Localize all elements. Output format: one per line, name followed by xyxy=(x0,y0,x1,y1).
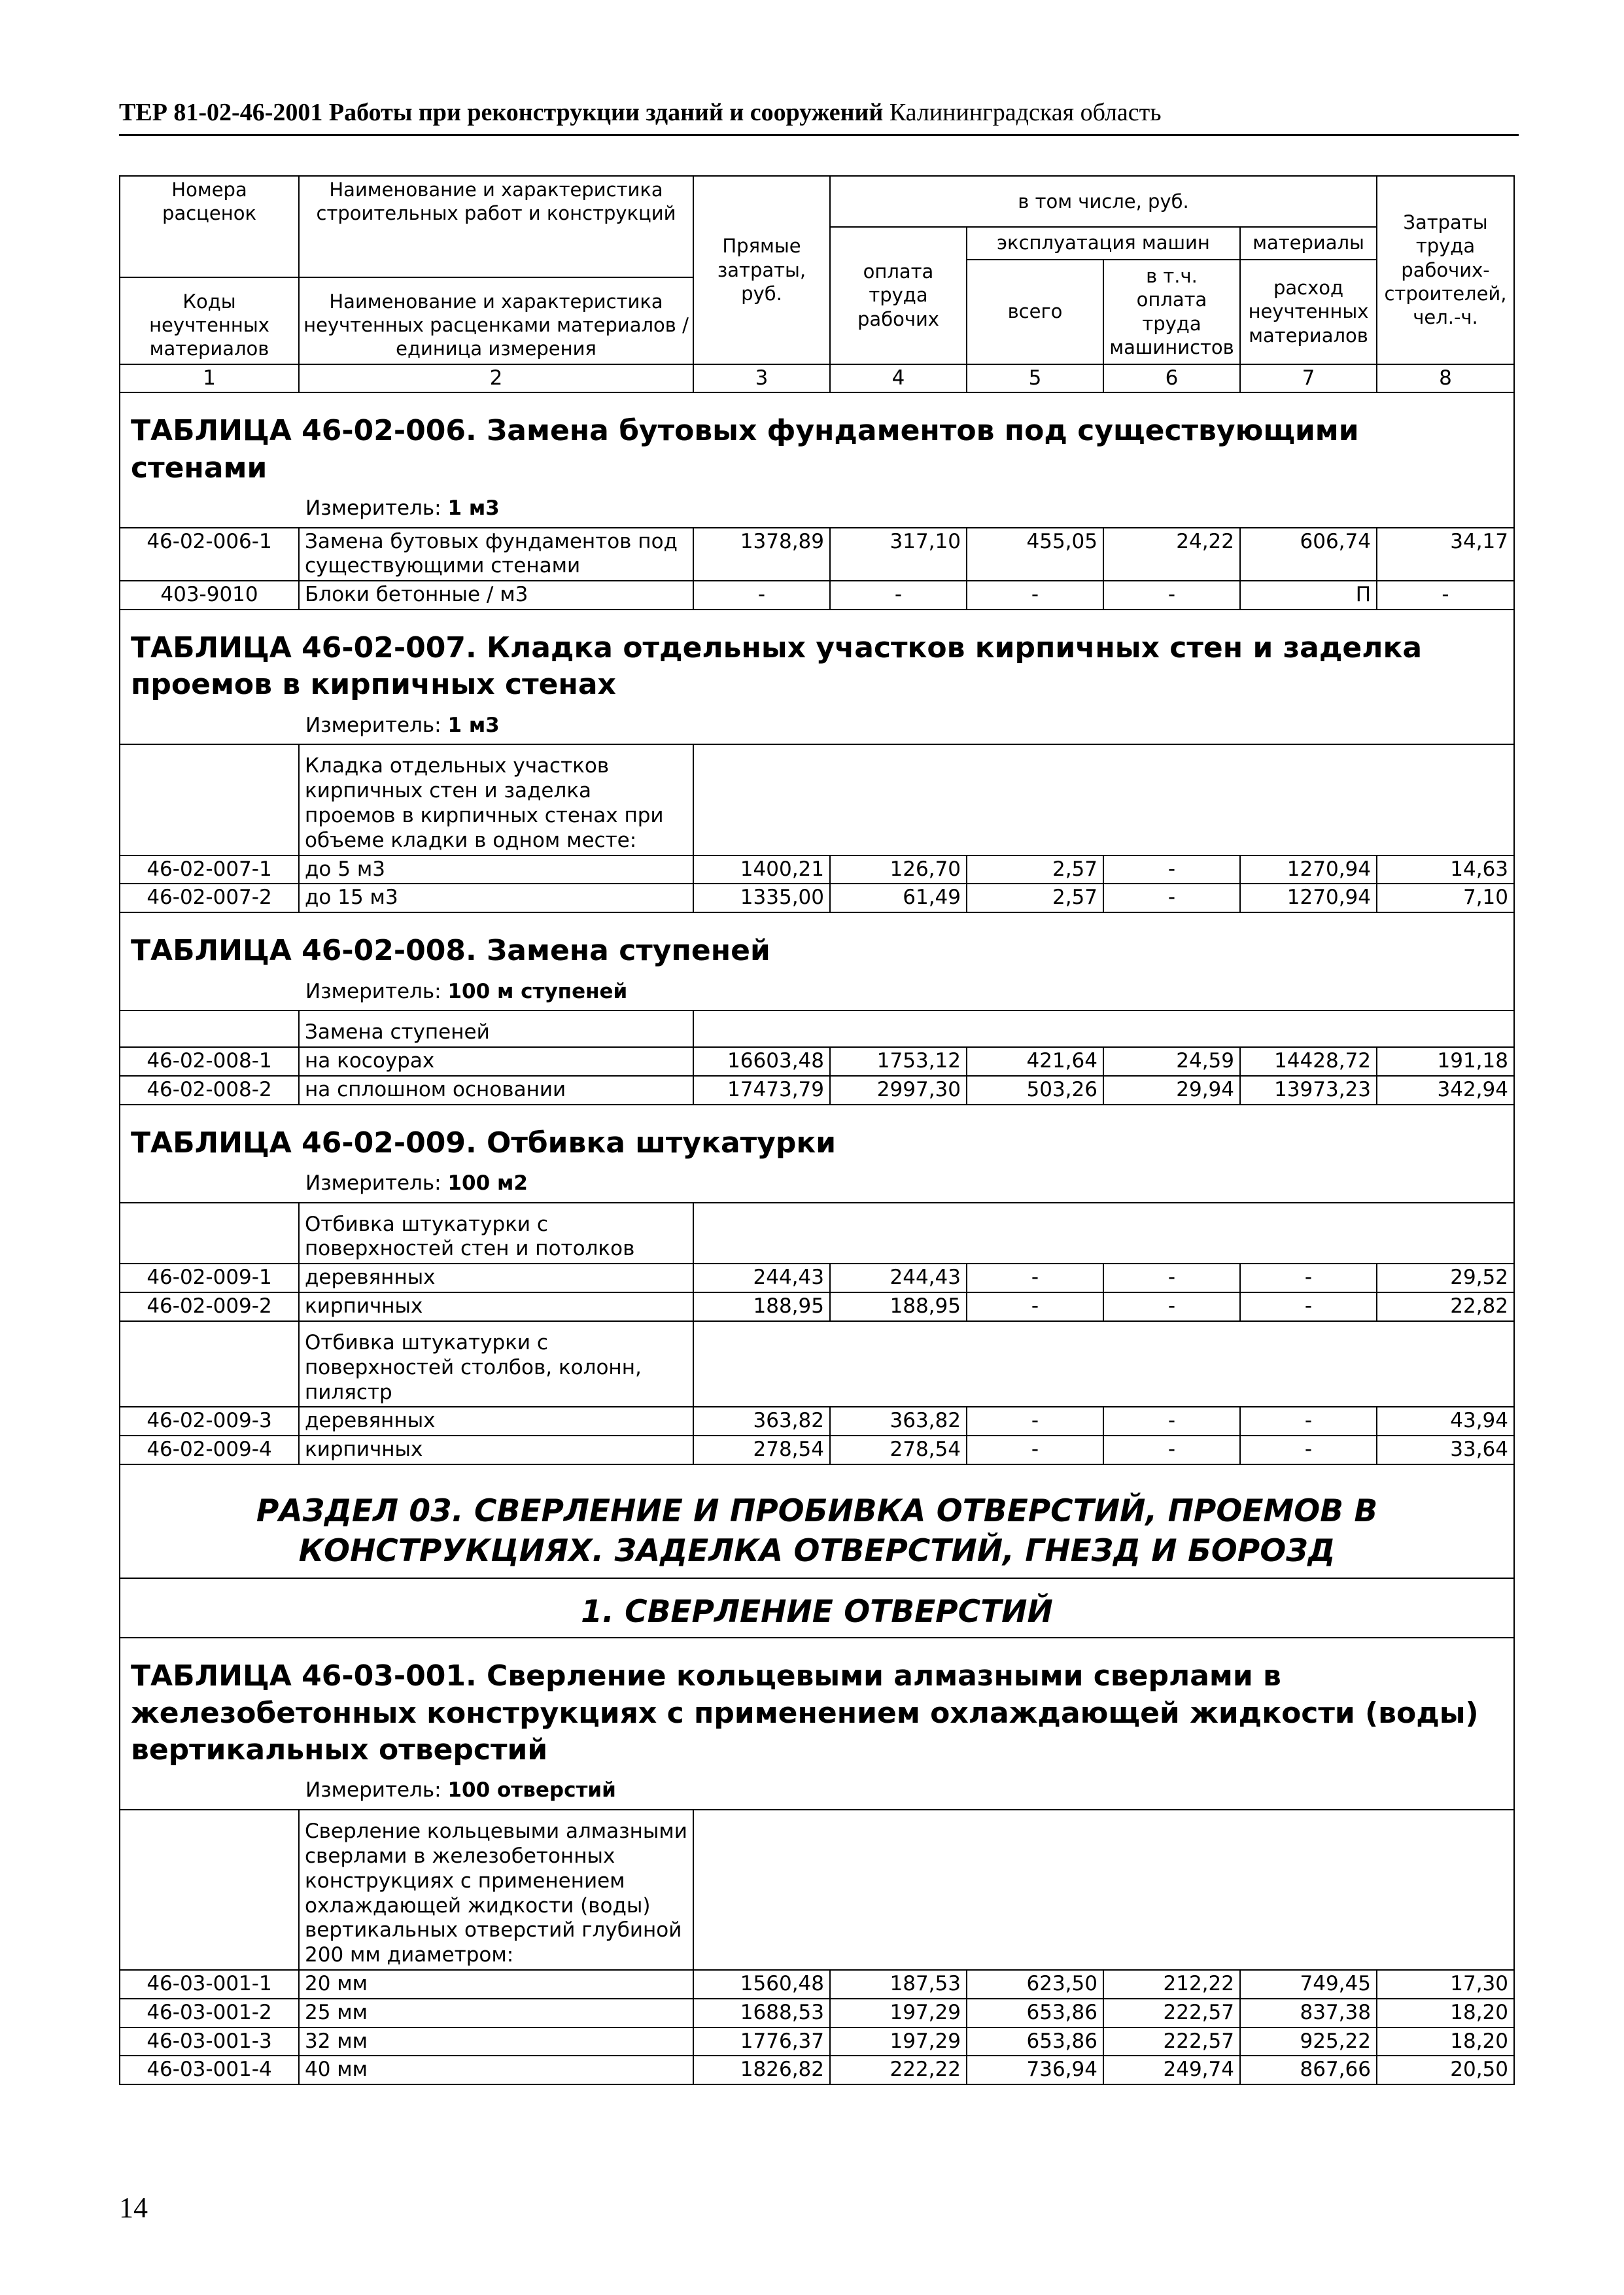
table-section-title xyxy=(120,1638,1514,1810)
value-c8: 14,63 xyxy=(1377,855,1514,884)
col2-head-a: Наименование и характеристика строительных работ и конструкций xyxy=(299,176,693,227)
meter-label: Измеритель: xyxy=(305,496,441,520)
rate-code: 46-03-001-3 xyxy=(120,2028,299,2056)
work-name: до 15 м3 xyxy=(299,884,693,912)
table-row xyxy=(120,855,1514,884)
value-c3: 1335,00 xyxy=(693,884,830,912)
rate-code: 46-03-001-4 xyxy=(120,2056,299,2084)
table-title: ТАБЛИЦА 46-02-009. Отбивка штукатурки xyxy=(131,1126,837,1160)
code-cell-empty xyxy=(120,1010,299,1047)
value-c7: 925,22 xyxy=(1240,2028,1377,2056)
rate-code: 46-02-009-4 xyxy=(120,1436,299,1464)
value-c6: 29,94 xyxy=(1103,1076,1240,1105)
description: Сверление кольцевыми алмазными сверлами в железобетонных конструкциях с применением охлаждающей жидкости (воды) вертикальных отверстий глубиной 200 мм диаметром: xyxy=(299,1810,693,1970)
value-c4: 2997,30 xyxy=(830,1076,967,1105)
meter xyxy=(131,713,1503,739)
col7-head: расход неучтенных материалов xyxy=(1240,260,1377,364)
col1-head-b: Коды неучтенных материалов xyxy=(120,277,298,364)
value-c8: 342,94 xyxy=(1377,1076,1514,1105)
value-c7: 14428,72 xyxy=(1240,1047,1377,1076)
value-c3: 363,82 xyxy=(693,1407,830,1436)
meter-label: Измеритель: xyxy=(305,1778,441,1803)
incl-head: в том числе, руб. xyxy=(830,176,1377,227)
col4-head: оплата труда рабочих xyxy=(830,227,967,364)
value-c6: 24,22 xyxy=(1103,528,1240,581)
code-cell-empty xyxy=(120,744,299,855)
meter xyxy=(131,1171,1503,1197)
value-c6: 212,22 xyxy=(1103,1970,1240,1999)
rate-code: 46-02-009-3 xyxy=(120,1407,299,1436)
value-c6: - xyxy=(1103,1407,1240,1436)
col8-head: Затраты труда рабочих-строителей, чел.-ч. xyxy=(1377,176,1514,364)
rate-code: 46-02-007-1 xyxy=(120,855,299,884)
value-c4: 126,70 xyxy=(830,855,967,884)
meter xyxy=(131,496,1503,522)
column-number-row xyxy=(120,364,1514,393)
table-title: ТАБЛИЦА 46-02-008. Замена ступеней xyxy=(131,934,770,968)
empty-cells xyxy=(693,1810,1514,1970)
work-name: 32 мм xyxy=(299,2028,693,2056)
table-row xyxy=(120,1076,1514,1105)
column-number: 3 xyxy=(693,364,830,393)
description: Замена ступеней xyxy=(299,1010,693,1047)
value-c5: 653,86 xyxy=(967,2028,1103,2056)
value-c4: 188,95 xyxy=(830,1292,967,1321)
value-c4: 1753,12 xyxy=(830,1047,967,1076)
value-c7: - xyxy=(1240,1292,1377,1321)
value-c3: 1378,89 xyxy=(693,528,830,581)
header-rule xyxy=(119,134,1519,136)
col2-head-b-cell xyxy=(299,227,693,364)
value-c6: - xyxy=(1103,884,1240,912)
col1-head-a: Номера расценок xyxy=(120,176,299,227)
meter-unit: 100 м ступеней xyxy=(447,979,628,1003)
value-c7: П xyxy=(1240,581,1377,610)
work-name: деревянных xyxy=(299,1407,693,1436)
value-c5: - xyxy=(967,581,1103,610)
value-c7: 749,45 xyxy=(1240,1970,1377,1999)
value-c5: 2,57 xyxy=(967,884,1103,912)
meter-unit: 1 м3 xyxy=(447,713,500,737)
value-c6: - xyxy=(1103,1264,1240,1292)
work-name: на сплошном основании xyxy=(299,1076,693,1105)
value-c7: 606,74 xyxy=(1240,528,1377,581)
value-c3: 1400,21 xyxy=(693,855,830,884)
value-c3: 1560,48 xyxy=(693,1970,830,1999)
value-c4: 61,49 xyxy=(830,884,967,912)
meter-label: Измеритель: xyxy=(305,979,441,1003)
value-c5: - xyxy=(967,1264,1103,1292)
meter xyxy=(131,979,1503,1005)
machines-head: эксплуатация машин xyxy=(967,227,1240,260)
table-row xyxy=(120,1264,1514,1292)
empty-cells xyxy=(693,744,1514,855)
value-c5: 455,05 xyxy=(967,528,1103,581)
column-number: 6 xyxy=(1103,364,1240,393)
table-row xyxy=(120,1407,1514,1436)
value-c6: - xyxy=(1103,855,1240,884)
work-name: 40 мм xyxy=(299,2056,693,2084)
value-c8: 17,30 xyxy=(1377,1970,1514,1999)
description: Отбивка штукатурки с поверхностей столбов, колонн, пилястр xyxy=(299,1321,693,1407)
table-row xyxy=(120,1436,1514,1464)
rate-code: 46-02-009-2 xyxy=(120,1292,299,1321)
empty-cells xyxy=(693,1203,1514,1264)
value-c5: 503,26 xyxy=(967,1076,1103,1105)
empty-cells xyxy=(693,1010,1514,1047)
table-title: ТАБЛИЦА 46-02-007. Кладка отдельных участков кирпичных стен и заделка проемов в кирпичных стенах xyxy=(131,631,1423,702)
value-c5: - xyxy=(967,1292,1103,1321)
col6-head: в т.ч. оплата труда машинистов xyxy=(1103,260,1240,364)
value-c4: 317,10 xyxy=(830,528,967,581)
value-c6: - xyxy=(1103,1292,1240,1321)
value-c5: 736,94 xyxy=(967,2056,1103,2084)
meter-label: Измеритель: xyxy=(305,1171,441,1195)
value-c3: 188,95 xyxy=(693,1292,830,1321)
table-row xyxy=(120,1970,1514,1999)
value-c4: 187,53 xyxy=(830,1970,967,1999)
value-c5: - xyxy=(967,1436,1103,1464)
value-c3: 278,54 xyxy=(693,1436,830,1464)
table-row xyxy=(120,581,1514,610)
value-c6: - xyxy=(1103,1436,1240,1464)
meter xyxy=(131,1778,1503,1804)
value-c4: 278,54 xyxy=(830,1436,967,1464)
header-title: ТЕР 81-02-46-2001 Работы при реконструкции зданий и сооружений xyxy=(119,99,884,126)
meter-unit: 100 отверстий xyxy=(447,1778,616,1803)
value-c8: 34,17 xyxy=(1377,528,1514,581)
work-name: 20 мм xyxy=(299,1970,693,1999)
table-section-title xyxy=(120,1105,1514,1203)
rate-code: 46-02-008-2 xyxy=(120,1076,299,1105)
work-name: деревянных xyxy=(299,1264,693,1292)
value-c8: 18,20 xyxy=(1377,1999,1514,2028)
work-name: на косоурах xyxy=(299,1047,693,1076)
value-c8: 33,64 xyxy=(1377,1436,1514,1464)
column-number: 1 xyxy=(120,364,299,393)
code-cell-empty xyxy=(120,1321,299,1407)
rate-code: 46-02-006-1 xyxy=(120,528,299,581)
work-name: Замена бутовых фундаментов под существующими стенами xyxy=(299,528,693,581)
table-section-title xyxy=(120,610,1514,744)
rate-code: 46-02-007-2 xyxy=(120,884,299,912)
header-region: Калининградская область xyxy=(889,99,1162,126)
value-c7: 13973,23 xyxy=(1240,1076,1377,1105)
rate-code: 46-03-001-2 xyxy=(120,1999,299,2028)
value-c7: 867,66 xyxy=(1240,2056,1377,2084)
table-section-title xyxy=(120,912,1514,1010)
description: Отбивка штукатурки с поверхностей стен и потолков xyxy=(299,1203,693,1264)
value-c8: 22,82 xyxy=(1377,1292,1514,1321)
value-c4: 222,22 xyxy=(830,2056,967,2084)
table-title: ТАБЛИЦА 46-02-006. Замена бутовых фундаментов под существующими стенами xyxy=(131,414,1359,485)
table-row xyxy=(120,884,1514,912)
value-c4: - xyxy=(830,581,967,610)
work-name: 25 мм xyxy=(299,1999,693,2028)
work-name: Блоки бетонные / м3 xyxy=(299,581,693,610)
work-name: кирпичных xyxy=(299,1436,693,1464)
value-c5: 2,57 xyxy=(967,855,1103,884)
rate-code: 46-02-009-1 xyxy=(120,1264,299,1292)
value-c3: 16603,48 xyxy=(693,1047,830,1076)
table-row xyxy=(120,2056,1514,2084)
table-title: ТАБЛИЦА 46-03-001. Сверление кольцевыми алмазными сверлами в железобетонных конструкциях с применением охлаждающей жидкости (воды) вертикальных отверстий xyxy=(131,1659,1479,1767)
column-number: 7 xyxy=(1240,364,1377,393)
value-c3: 1776,37 xyxy=(693,2028,830,2056)
meter-unit: 100 м2 xyxy=(447,1171,528,1195)
value-c6: 249,74 xyxy=(1103,2056,1240,2084)
value-c8: 43,94 xyxy=(1377,1407,1514,1436)
value-c6: 222,57 xyxy=(1103,2028,1240,2056)
value-c5: 421,64 xyxy=(967,1047,1103,1076)
value-c8: 29,52 xyxy=(1377,1264,1514,1292)
value-c8: - xyxy=(1377,581,1514,610)
value-c7: 837,38 xyxy=(1240,1999,1377,2028)
value-c5: - xyxy=(967,1407,1103,1436)
table-row xyxy=(120,2028,1514,2056)
rates-table xyxy=(119,175,1515,2085)
empty-cells xyxy=(693,1321,1514,1407)
value-c4: 197,29 xyxy=(830,1999,967,2028)
value-c6: 222,57 xyxy=(1103,1999,1240,2028)
col5-head: всего xyxy=(967,260,1103,364)
value-c5: 623,50 xyxy=(967,1970,1103,1999)
rate-code: 46-02-008-1 xyxy=(120,1047,299,1076)
page-number: 14 xyxy=(119,2192,148,2224)
column-number: 5 xyxy=(967,364,1103,393)
description: Кладка отдельных участков кирпичных стен и заделка проемов в кирпичных стенах при объеме кладки в одном месте: xyxy=(299,744,693,855)
value-c3: 1826,82 xyxy=(693,2056,830,2084)
value-c3: 17473,79 xyxy=(693,1076,830,1105)
section-heading: РАЗДЕЛ 03. СВЕРЛЕНИЕ И ПРОБИВКА ОТВЕРСТИЙ, ПРОЕМОВ В КОНСТРУКЦИЯХ. ЗАДЕЛКА ОТВЕРСТИЙ, ГНЕЗД И БОРОЗД xyxy=(120,1464,1514,1578)
value-c3: 1688,53 xyxy=(693,1999,830,2028)
value-c6: 24,59 xyxy=(1103,1047,1240,1076)
col2-head-b: Наименование и характеристика неучтенных расценками материалов / единица измерения xyxy=(300,277,693,364)
work-name: кирпичных xyxy=(299,1292,693,1321)
value-c3: 244,43 xyxy=(693,1264,830,1292)
table-row xyxy=(120,1292,1514,1321)
column-number: 4 xyxy=(830,364,967,393)
code-cell-empty xyxy=(120,1810,299,1970)
value-c7: - xyxy=(1240,1407,1377,1436)
value-c4: 363,82 xyxy=(830,1407,967,1436)
value-c4: 197,29 xyxy=(830,2028,967,2056)
value-c8: 18,20 xyxy=(1377,2028,1514,2056)
meter-unit: 1 м3 xyxy=(447,496,500,520)
col3-head: Прямые затраты, руб. xyxy=(693,176,830,364)
column-number: 8 xyxy=(1377,364,1514,393)
table-section-title xyxy=(120,392,1514,527)
value-c8: 7,10 xyxy=(1377,884,1514,912)
rate-code: 46-03-001-1 xyxy=(120,1970,299,1999)
table-row xyxy=(120,1999,1514,2028)
rate-code: 403-9010 xyxy=(120,581,299,610)
value-c7: 1270,94 xyxy=(1240,884,1377,912)
value-c6: - xyxy=(1103,581,1240,610)
value-c7: 1270,94 xyxy=(1240,855,1377,884)
value-c7: - xyxy=(1240,1264,1377,1292)
value-c4: 244,43 xyxy=(830,1264,967,1292)
value-c7: - xyxy=(1240,1436,1377,1464)
code-cell-empty xyxy=(120,1203,299,1264)
value-c5: 653,86 xyxy=(967,1999,1103,2028)
materials-head: материалы xyxy=(1240,227,1377,260)
table-row xyxy=(120,1047,1514,1076)
value-c3: - xyxy=(693,581,830,610)
value-c8: 20,50 xyxy=(1377,2056,1514,2084)
subsection-heading: 1. СВЕРЛЕНИЕ ОТВЕРСТИЙ xyxy=(120,1578,1514,1638)
page-header xyxy=(119,98,1519,127)
col1-head-b-cell xyxy=(120,227,299,364)
value-c8: 191,18 xyxy=(1377,1047,1514,1076)
table-row xyxy=(120,528,1514,581)
work-name: до 5 м3 xyxy=(299,855,693,884)
meter-label: Измеритель: xyxy=(305,713,441,737)
column-number: 2 xyxy=(299,364,693,393)
